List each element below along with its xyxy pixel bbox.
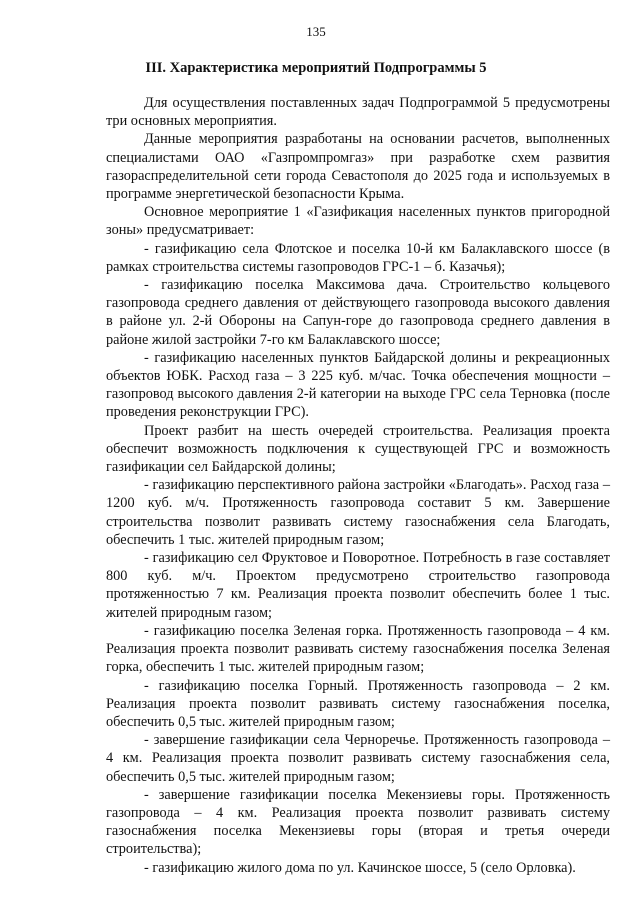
list-item: - газификацию жилого дома по ул. Качинское шоссе, 5 (село Орловка). [144,859,576,876]
list-item: - газификацию поселка Максимова дача. Строительство кольцевого газопровода среднего давления от действующего газопровода высокого давления в районе ул. 2-й Обороны на Сапун-горе до газопровода среднего давления в районе жилой застройки 7-го км Балаклавского шоссе; [106,277,610,348]
list-item: - газификацию села Флотское и поселка 10-й км Балаклавского шоссе (в рамках строительства системы газопроводов ГРС-1 – б. Казачья); [106,240,610,275]
list-item: - газификацию сел Фруктовое и Поворотное. Потребность в газе составляет 800 куб. м/ч. Проектом предусмотрено строительство газопровода протяженностью 7 км. Реализация проекта позволит обеспечить более 1 тыс. жителей природным газом; [106,550,610,621]
page-number: 135 [306,24,326,39]
list-item: - газификацию перспективного района застройки «Благодать». Расход газа – 1200 куб. м/ч. Протяженность газопровода составит 5 км. Завершение строительства позволит развивать систему газоснабжения села Благодать, обеспечить 1 тыс. жителей природным газом; [106,477,610,548]
body-text [106,94,610,877]
section-heading: III. Характеристика мероприятий Подпрограммы 5 [145,60,487,76]
list-item: - завершение газификации поселка Мекензиевы горы. Протяженность газопровода – 4 км. Реализация проекта позволит развивать систему газоснабжения поселка Мекензиевы горы (вторая и третья очереди строительства); [106,786,610,858]
paragraph: Основное мероприятие 1 «Газификация населенных пунктов пригородной зоны» предусматривает: [106,204,610,239]
list-item: - завершение газификации села Черноречье. Протяженность газопровода – 4 км. Реализация проекта позволит развивать систему газоснабжения села, обеспечить 0,5 тыс. жителей природным газом; [106,732,610,785]
paragraph: Данные мероприятия разработаны на основании расчетов, выполненных специалистами ОАО «Газпромпромгаз» при разработке схем развития газораспределительной сети города Севастополя до 2025 года и используемых в программе энергетической безопасности Крыма. [106,131,610,203]
paragraph: Для осуществления поставленных задач Подпрограммой 5 предусмотрены три основных мероприятия. [106,95,610,130]
paragraph: Проект разбит на шесть очередей строительства. Реализация проекта обеспечит возможность подключения к существующей ГРС и возможность газификации сел Байдарской долины; [106,422,610,476]
list-item: - газификацию населенных пунктов Байдарской долины и рекреационных объектов ЮБК. Расход газа – 3 225 куб. м/час. Точка обеспечения мощности – газопровод высокого давления 2-й категории на выходе ГРС села Терновка (после проведения реконструкции ГРС). [106,349,610,421]
list-item: - газификацию поселка Зеленая горка. Протяженность газопровода – 4 км. Реализация проекта позволит развивать систему газоснабжения поселка Зеленая горка, обеспечить 1 тыс. жителей природным газом; [106,622,610,676]
list-item: - газификацию поселка Горный. Протяженность газопровода – 2 км. Реализация проекта позволит развивать систему газоснабжения поселка, обеспечить 0,5 тыс. жителей природным газом; [106,677,610,730]
